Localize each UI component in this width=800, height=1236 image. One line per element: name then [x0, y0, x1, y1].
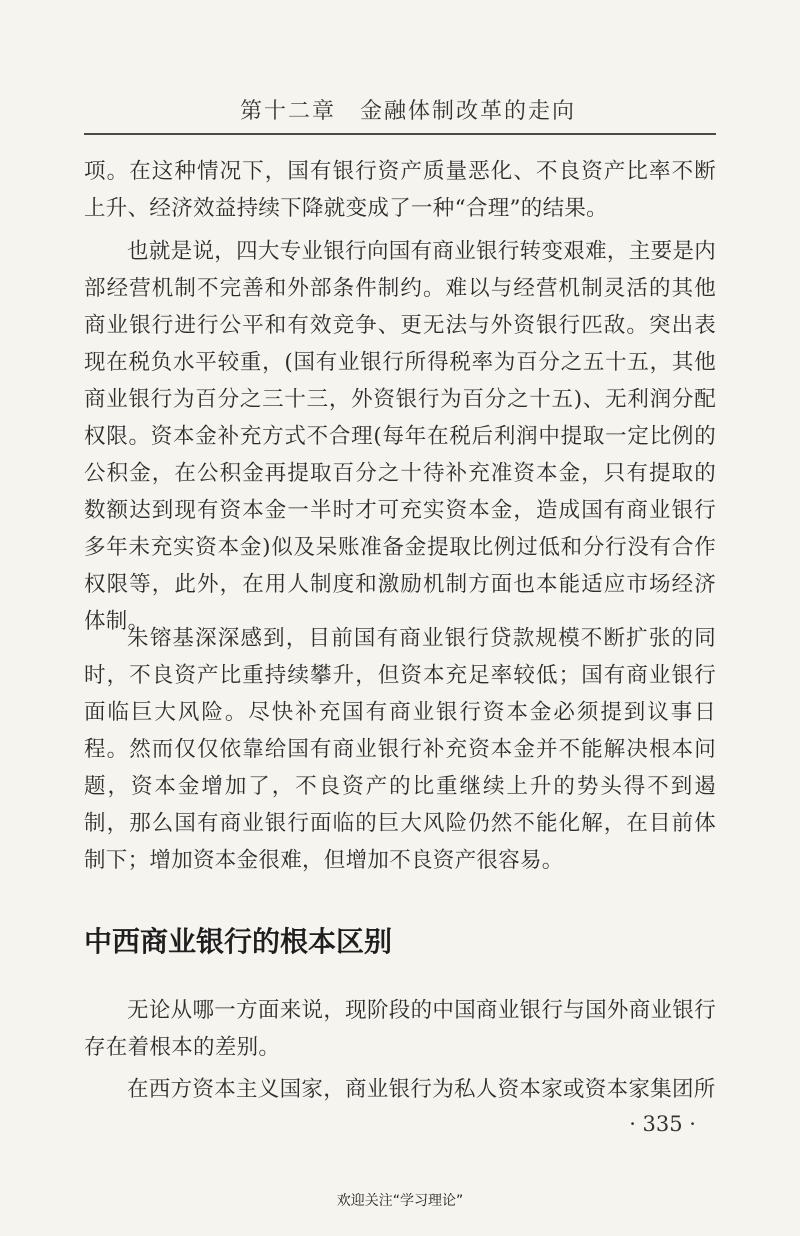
paragraph-zhu-rongji	[84, 620, 716, 879]
header-rule	[84, 133, 716, 135]
paragraph-banks-transition	[84, 233, 716, 640]
chapter-label: 第十二章	[240, 99, 337, 124]
running-header	[240, 94, 710, 125]
paragraph-text: 也就是说，四大专业银行向国有商业银行转变艰难，主要是内部经营机制不完善和外部条件制约。难以与经营机制灵活的其他商业银行进行公平和有效竞争、更无法与外资银行匹敌。突出表现在税负水平较重，(国有业银行所得税率为百分之五十五，其他商业银行为百分之三十三，外资银行为百分之十五)、无利润分配权限。资本金补充方式不合理(每年在税后利润中提取一定比例的公积金，在公积金再提取百分之十待补充准资本金，只有提取的数额达到现有资本金一半时才可充实资本金，造成国有商业银行多年未充实资本金)似及呆账准备金提取比例过低和分行没有合作权限等，此外，在用人制度和激励机制方面也本能适应市场经济体制。	[84, 239, 716, 634]
page-number: · 335 ·	[629, 1112, 696, 1136]
paragraph-western-banks	[84, 1071, 716, 1108]
section-heading: 中西商业银行的根本区别	[84, 925, 393, 958]
footer-watermark-text: 欢迎关注“学习理论”	[336, 1193, 464, 1209]
paragraph-text: 朱镕基深深感到，目前国有商业银行贷款规模不断扩张的同时，不良资产比重持续攀升，但资本充足率较低；国有商业银行面临巨大风险。尽快补充国有商业银行资本金必须提到议事日程。然而仅仅依靠给国有商业银行补充资本金并不能解决根本问题，资本金增加了，不良资产的比重继续上升的势头得不到遏制，那么国有商业银行面临的巨大风险仍然不能化解，在目前体制下；增加资本金很难，但增加不良资产很容易。	[84, 626, 716, 873]
chapter-title: 金融体制改革的走向	[360, 99, 577, 124]
paragraph-continued	[84, 153, 716, 227]
paragraph-text: 无论从哪一方面来说，现阶段的中国商业银行与国外商业银行存在着根本的差别。	[84, 998, 716, 1060]
paragraph-difference	[84, 992, 716, 1066]
paragraph-text: 项。在这种情况下，国有银行资产质量恶化、不良资产比率不断上升、经济效益持续下降就变成了一种“合理”的结果。	[84, 159, 716, 221]
paragraph-text: 在西方资本主义国家，商业银行为私人资本家或资本家集团所	[127, 1077, 716, 1102]
